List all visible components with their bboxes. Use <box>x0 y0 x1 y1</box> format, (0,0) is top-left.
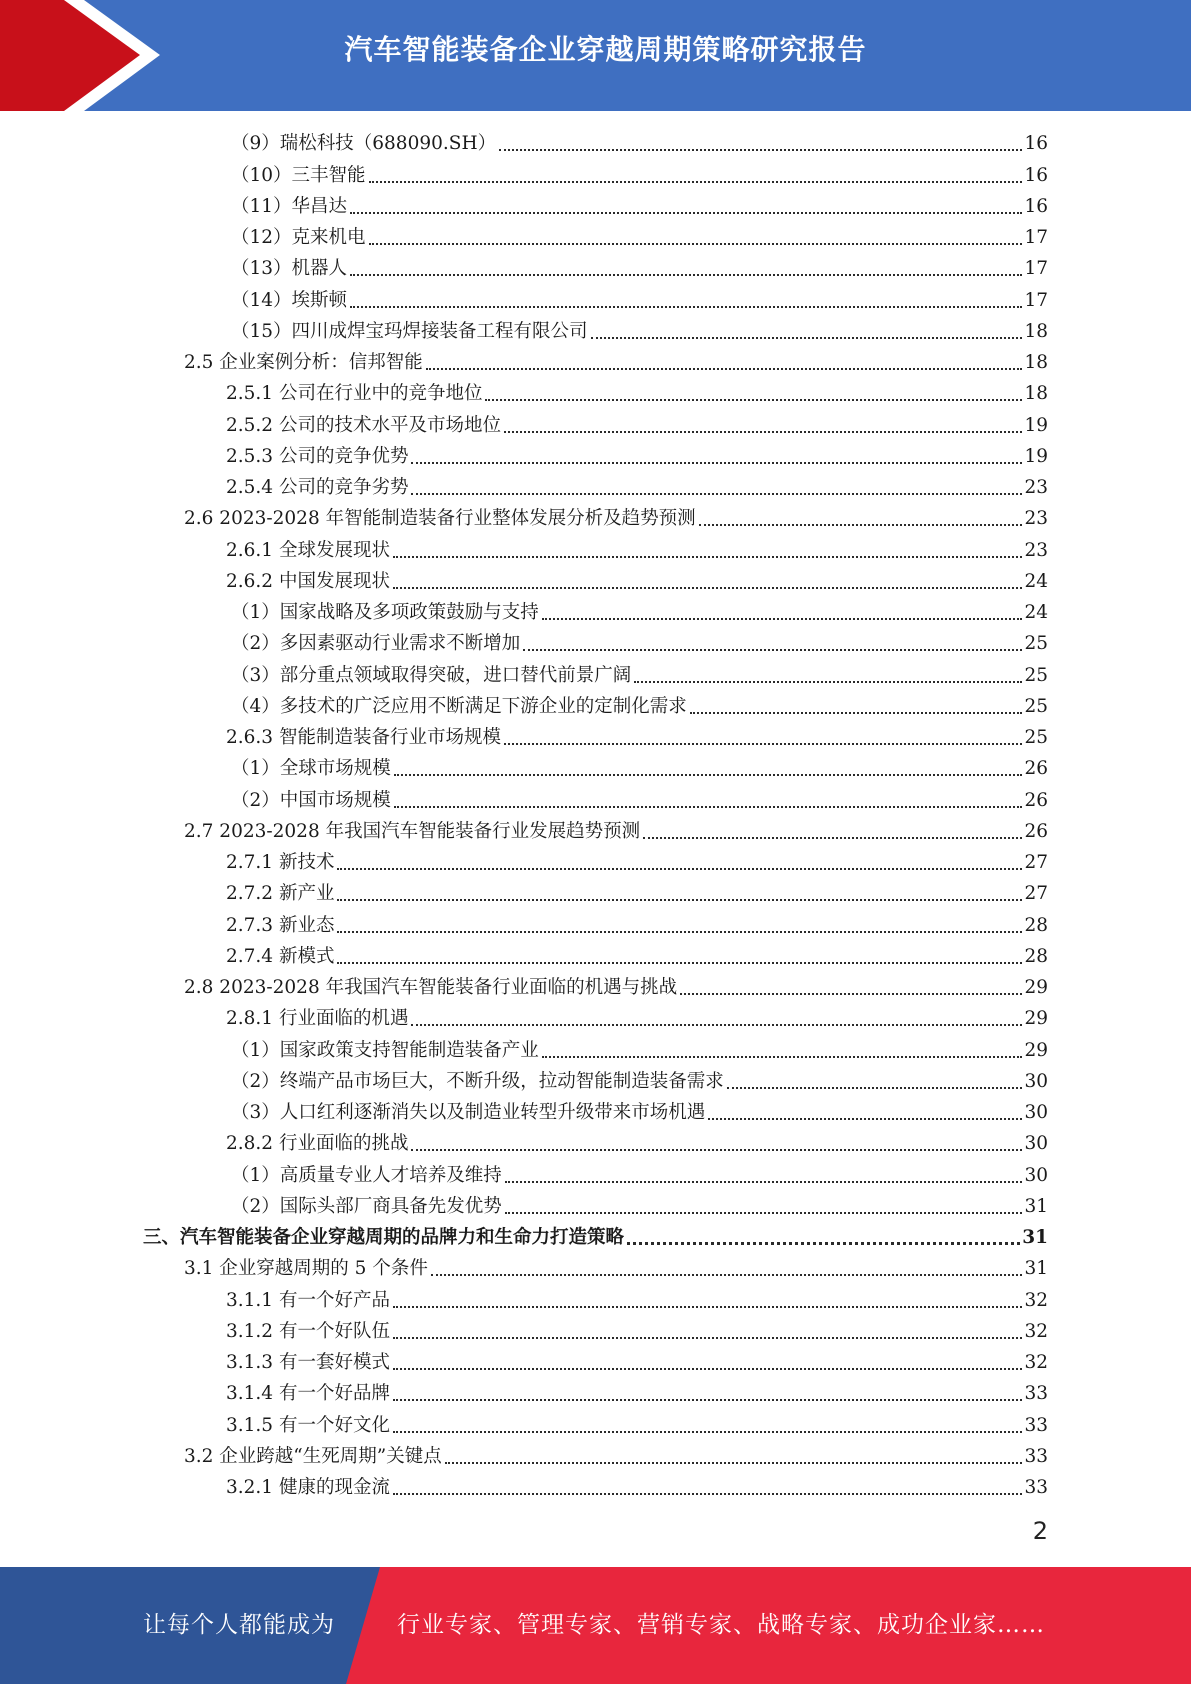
toc-dot-leader <box>431 1262 1023 1278</box>
toc-dot-leader <box>393 1481 1022 1497</box>
toc-dot-leader <box>350 294 1022 310</box>
toc-entry-page: 23 <box>1024 477 1048 498</box>
toc-entry-page: 18 <box>1024 352 1048 373</box>
toc-entry[interactable] <box>0 971 1191 1002</box>
toc-entry-title: 2.7.4 新模式 <box>226 945 335 967</box>
toc-dot-leader <box>350 262 1022 278</box>
toc-entry-page: 16 <box>1024 195 1048 217</box>
toc-entry-title: 三、汽车智能装备企业穿越周期的品牌力和生命力打造策略 <box>143 1227 625 1248</box>
toc-entry[interactable] <box>0 565 1191 596</box>
toc-dot-leader <box>708 1106 1022 1122</box>
toc-entry[interactable] <box>0 1002 1191 1033</box>
toc-entry-title: 2.7 2023-2028 年我国汽车智能装备行业发展趋势预测 <box>184 820 641 842</box>
toc-entry-title: 2.8 2023-2028 年我国汽车智能装备行业面临的机遇与挑战 <box>184 977 678 998</box>
toc-dot-leader <box>504 419 1022 435</box>
toc-entry-page: 28 <box>1024 945 1048 967</box>
page-footer <box>0 1567 1191 1684</box>
toc-entry[interactable] <box>0 846 1191 877</box>
toc-entry[interactable] <box>0 440 1191 471</box>
toc-dot-leader <box>393 1387 1022 1403</box>
toc-entry-title: （15）四川成焊宝玛焊接装备工程有限公司 <box>231 320 588 342</box>
toc-dot-leader <box>505 1200 1023 1216</box>
toc-entry[interactable] <box>0 1315 1191 1346</box>
toc-entry-title: 2.6.3 智能制造装备行业市场规模 <box>226 727 501 748</box>
toc-dot-leader <box>411 481 1022 497</box>
toc-entry[interactable] <box>0 190 1191 221</box>
toc-dot-leader <box>411 450 1022 466</box>
toc-entry[interactable] <box>0 627 1191 658</box>
toc-entry-title: 2.5.4 公司的竞争劣势 <box>226 477 409 498</box>
toc-entry-title: （10）三丰智能 <box>231 164 366 186</box>
toc-entry[interactable] <box>0 1377 1191 1408</box>
toc-entry-page: 17 <box>1024 227 1048 248</box>
toc-entry-page: 28 <box>1024 914 1048 936</box>
footer-slogan-right: 行业专家、管理专家、营销专家、战略专家、成功企业家…… <box>397 1612 1045 1638</box>
toc-entry-page: 30 <box>1024 1133 1048 1155</box>
toc-entry[interactable] <box>0 1190 1191 1221</box>
toc-entry[interactable] <box>0 877 1191 908</box>
toc-dot-leader <box>393 544 1022 560</box>
toc-entry-title: （1）国家政策支持智能制造装备产业 <box>231 1039 539 1061</box>
toc-dot-leader <box>680 981 1022 997</box>
toc-entry-title: （2）多因素驱动行业需求不断增加 <box>231 633 521 655</box>
toc-entry[interactable] <box>0 1408 1191 1439</box>
toc-entry-page: 25 <box>1024 664 1048 686</box>
toc-entry[interactable] <box>0 408 1191 439</box>
toc-dot-leader <box>499 137 1022 153</box>
toc-entry-page: 18 <box>1024 383 1048 405</box>
toc-entry-page: 26 <box>1024 789 1048 811</box>
toc-entry-page: 23 <box>1024 539 1048 561</box>
toc-entry-page: 31 <box>1024 1258 1048 1280</box>
toc-entry[interactable] <box>0 1283 1191 1314</box>
toc-entry-page: 33 <box>1024 1477 1048 1498</box>
toc-dot-leader <box>523 637 1022 653</box>
toc-dot-leader <box>393 1325 1022 1341</box>
toc-dot-leader <box>426 356 1023 372</box>
toc-dot-leader <box>337 887 1022 903</box>
toc-entry-page: 24 <box>1024 602 1048 623</box>
toc-dot-leader <box>394 794 1023 810</box>
toc-entry[interactable] <box>0 1158 1191 1189</box>
toc-entry-title: 3.1.4 有一个好品牌 <box>226 1383 390 1405</box>
toc-dot-leader <box>337 950 1022 966</box>
footer-slogan-left: 让每个人都能成为 <box>143 1612 335 1638</box>
toc-dot-leader <box>337 919 1022 935</box>
toc-entry-title: （14）埃斯顿 <box>231 289 348 311</box>
toc-dot-leader <box>394 762 1023 778</box>
toc-dot-leader <box>591 325 1023 341</box>
toc-entry[interactable] <box>0 752 1191 783</box>
toc-entry-title: 3.2 企业跨越“生死周期”关键点 <box>184 1445 442 1467</box>
toc-entry-page: 17 <box>1024 289 1048 311</box>
toc-dot-leader <box>337 856 1022 872</box>
toc-dot-leader <box>504 731 1022 747</box>
toc-entry-page: 33 <box>1024 1383 1048 1405</box>
toc-entry-title: 2.5 企业案例分析：信邦智能 <box>184 352 423 373</box>
toc-dot-leader <box>690 700 1023 716</box>
toc-entry-page: 24 <box>1024 570 1048 592</box>
toc-dot-leader <box>505 1169 1023 1185</box>
report-title: 汽车智能装备企业穿越周期策略研究报告 <box>344 33 867 66</box>
toc-entry-page: 23 <box>1024 508 1048 530</box>
toc-entry-page: 19 <box>1024 414 1048 436</box>
toc-entry-page: 31 <box>1024 1195 1048 1217</box>
toc-entry[interactable] <box>0 721 1191 752</box>
toc-entry-title: 2.6.1 全球发展现状 <box>226 539 390 561</box>
toc-entry-page: 29 <box>1024 1039 1048 1061</box>
toc-entry-title: 3.1.1 有一个好产品 <box>226 1289 390 1311</box>
toc-dot-leader <box>445 1450 1023 1466</box>
toc-entry-page: 25 <box>1024 695 1048 717</box>
toc-entry[interactable] <box>0 690 1191 721</box>
toc-entry-page: 30 <box>1024 1164 1048 1186</box>
toc-entry-title: （9）瑞松科技（688090.SH） <box>231 133 497 155</box>
toc-entry-title: 2.5.1 公司在行业中的竞争地位 <box>226 383 483 405</box>
toc-entry-page: 26 <box>1024 820 1048 842</box>
toc-entry[interactable] <box>0 502 1191 533</box>
toc-entry-page: 18 <box>1024 320 1048 342</box>
toc-entry[interactable] <box>0 221 1191 252</box>
toc-dot-leader <box>411 1012 1022 1028</box>
toc-entry-title: （3）部分重点领域取得突破，进口替代前景广阔 <box>231 664 632 686</box>
toc-dot-leader <box>393 1356 1022 1372</box>
toc-dot-leader <box>393 575 1022 591</box>
toc-entry[interactable] <box>0 815 1191 846</box>
toc-dot-leader <box>634 669 1022 685</box>
toc-entry-title: 2.7.3 新业态 <box>226 914 335 936</box>
toc-dot-leader <box>350 200 1022 216</box>
toc-entry-title: 2.8.2 行业面临的挑战 <box>226 1133 409 1155</box>
table-of-contents <box>0 127 1191 1502</box>
toc-entry-page: 27 <box>1024 852 1048 873</box>
toc-entry[interactable] <box>0 1096 1191 1127</box>
toc-dot-leader <box>727 1075 1023 1091</box>
toc-entry-title: （1）高质量专业人才培养及维持 <box>231 1164 502 1186</box>
toc-entry-title: 2.5.2 公司的技术水平及市场地位 <box>226 414 501 436</box>
toc-dot-leader <box>542 606 1023 622</box>
toc-dot-leader <box>542 1044 1023 1060</box>
toc-entry-page: 27 <box>1024 883 1048 905</box>
toc-entry[interactable] <box>0 1127 1191 1158</box>
toc-entry-title: 2.6.2 中国发展现状 <box>226 570 390 592</box>
toc-entry-title: 2.7.1 新技术 <box>226 852 335 873</box>
toc-entry-page: 33 <box>1024 1445 1048 1467</box>
toc-entry[interactable] <box>0 252 1191 283</box>
toc-entry-page: 16 <box>1024 164 1048 186</box>
toc-entry-title: 3.2.1 健康的现金流 <box>226 1477 390 1498</box>
toc-entry[interactable] <box>0 1221 1191 1252</box>
toc-entry[interactable] <box>0 127 1191 158</box>
toc-entry-page: 25 <box>1024 727 1048 748</box>
toc-entry-title: （2）国际头部厂商具备先发优势 <box>231 1195 502 1217</box>
toc-entry-page: 19 <box>1024 445 1048 467</box>
toc-entry-page: 33 <box>1024 1414 1048 1436</box>
toc-entry[interactable] <box>0 1471 1191 1502</box>
toc-entry[interactable] <box>0 158 1191 189</box>
toc-entry[interactable] <box>0 783 1191 814</box>
toc-entry-title: 3.1.2 有一个好队伍 <box>226 1320 390 1342</box>
toc-entry-page: 25 <box>1024 633 1048 655</box>
toc-entry[interactable] <box>0 533 1191 564</box>
toc-entry-title: （13）机器人 <box>231 258 348 280</box>
toc-entry-page: 29 <box>1024 1008 1048 1030</box>
toc-entry-title: （3）人口红利逐渐消失以及制造业转型升级带来市场机遇 <box>231 1102 706 1123</box>
toc-entry[interactable] <box>0 1346 1191 1377</box>
toc-entry[interactable] <box>0 346 1191 377</box>
toc-entry[interactable] <box>0 596 1191 627</box>
toc-entry-title: （12）克来机电 <box>231 227 366 248</box>
toc-entry[interactable] <box>0 658 1191 689</box>
toc-entry[interactable] <box>0 940 1191 971</box>
toc-dot-leader <box>699 512 1023 528</box>
toc-entry-title: （4）多技术的广泛应用不断满足下游企业的定制化需求 <box>231 695 687 717</box>
toc-entry[interactable] <box>0 1033 1191 1064</box>
toc-entry[interactable] <box>0 1252 1191 1283</box>
toc-entry-page: 31 <box>1022 1227 1048 1248</box>
toc-entry[interactable] <box>0 471 1191 502</box>
toc-entry[interactable] <box>0 315 1191 346</box>
toc-entry-title: （1）全球市场规模 <box>231 758 391 780</box>
toc-dot-leader <box>393 1419 1022 1435</box>
toc-entry-page: 17 <box>1024 258 1048 280</box>
toc-entry-title: 2.5.3 公司的竞争优势 <box>226 445 409 467</box>
toc-entry-page: 30 <box>1024 1070 1048 1092</box>
toc-entry-page: 32 <box>1024 1289 1048 1311</box>
toc-entry-title: （2）终端产品市场巨大，不断升级，拉动智能制造装备需求 <box>231 1070 724 1092</box>
toc-entry[interactable] <box>0 283 1191 314</box>
toc-entry-title: 2.7.2 新产业 <box>226 883 335 905</box>
toc-dot-leader <box>369 169 1023 185</box>
toc-dot-leader <box>485 387 1022 403</box>
toc-entry-page: 16 <box>1024 133 1048 155</box>
toc-entry-page: 29 <box>1024 977 1048 998</box>
toc-dot-leader <box>369 231 1023 247</box>
toc-entry-title: 2.8.1 行业面临的机遇 <box>226 1008 409 1030</box>
toc-entry[interactable] <box>0 908 1191 939</box>
toc-entry[interactable] <box>0 1065 1191 1096</box>
toc-entry-title: （11）华昌达 <box>231 195 348 217</box>
page-header <box>0 0 1191 111</box>
toc-entry-title: （1）国家战略及多项政策鼓励与支持 <box>231 602 539 623</box>
toc-entry[interactable] <box>0 1440 1191 1471</box>
toc-entry-title: 3.1.5 有一个好文化 <box>226 1414 390 1436</box>
toc-entry-page: 26 <box>1024 758 1048 780</box>
toc-dot-leader <box>411 1137 1022 1153</box>
toc-entry-title: 2.6 2023-2028 年智能制造装备行业整体发展分析及趋势预测 <box>184 508 696 530</box>
toc-entry[interactable] <box>0 377 1191 408</box>
page-number: 2 <box>1032 1517 1048 1545</box>
toc-entry-page: 32 <box>1024 1352 1048 1373</box>
toc-entry-title: 3.1.3 有一套好模式 <box>226 1352 390 1373</box>
toc-dot-leader <box>627 1231 1020 1247</box>
toc-dot-leader <box>393 1294 1022 1310</box>
toc-entry-page: 32 <box>1024 1320 1048 1342</box>
toc-dot-leader <box>643 825 1022 841</box>
toc-entry-page: 30 <box>1024 1102 1048 1123</box>
toc-entry-title: 3.1 企业穿越周期的 5 个条件 <box>184 1258 428 1280</box>
toc-entry-title: （2）中国市场规模 <box>231 789 391 811</box>
